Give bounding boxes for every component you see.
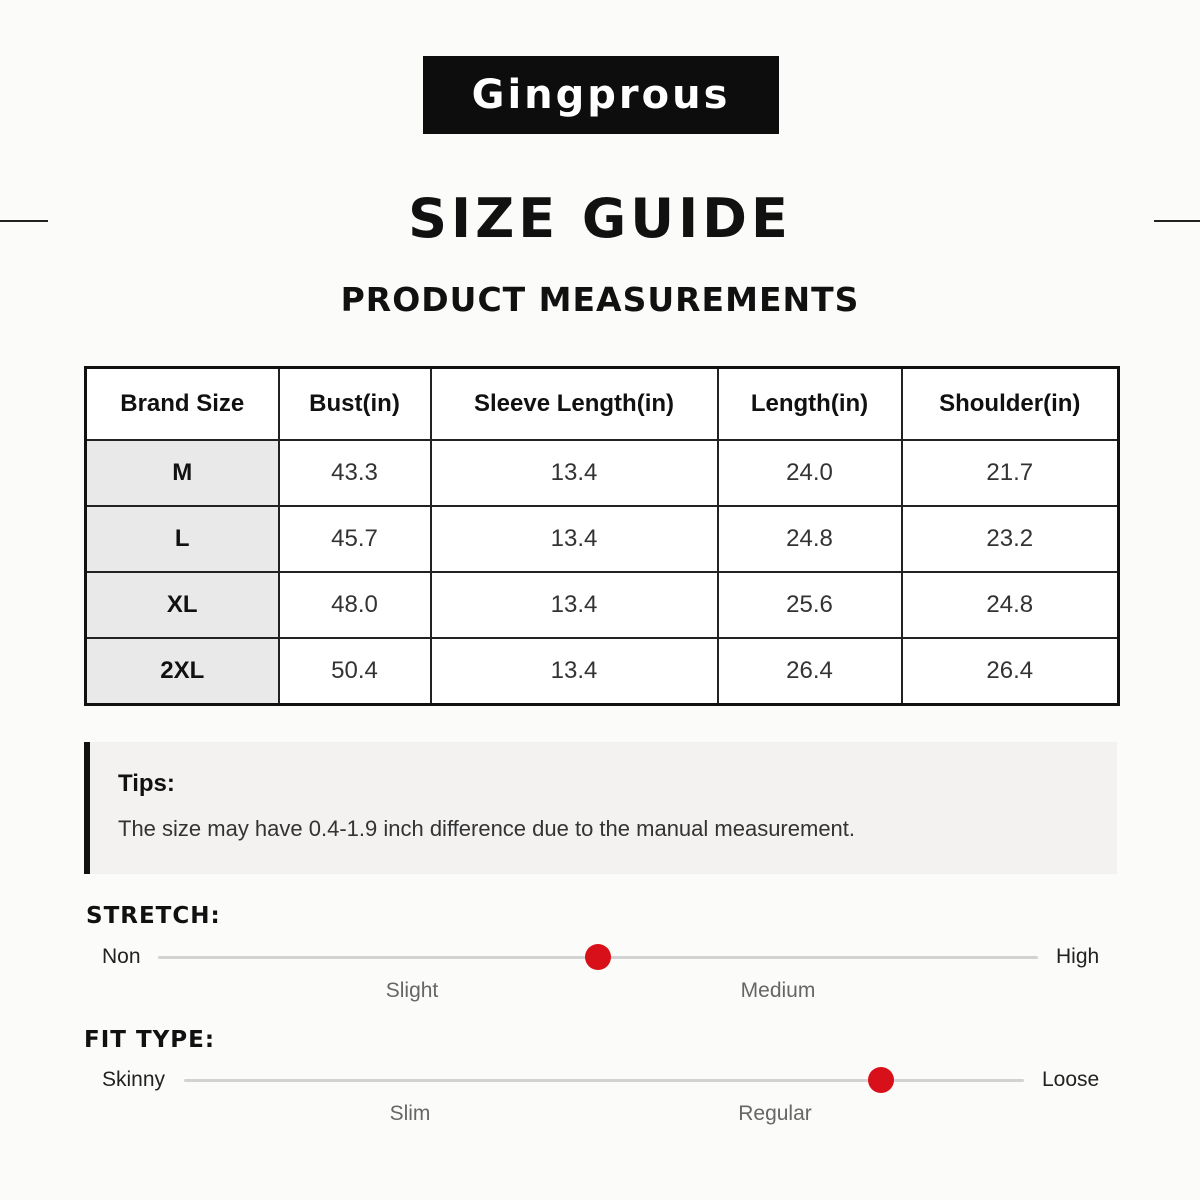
table-cell: 13.4 [431, 506, 718, 572]
size-table [84, 366, 1120, 706]
stretch-mid-label: Medium [740, 979, 816, 1002]
brand-name: Gingprous [471, 72, 731, 118]
fit-type-max-label: Loose [1042, 1068, 1100, 1091]
table-cell: 21.7 [902, 440, 1119, 506]
tips-title: Tips: [118, 770, 175, 797]
table-cell: 50.4 [279, 638, 431, 705]
table-cell: 13.4 [431, 440, 718, 506]
table-cell: 26.4 [718, 638, 902, 705]
table-header-row [86, 368, 1119, 441]
column-header: Bust(in) [279, 368, 431, 441]
table-row [86, 440, 1119, 506]
tips-text: The size may have 0.4-1.9 inch difference due to the manual measurement. [118, 816, 856, 841]
size-label-cell: 2XL [86, 638, 279, 705]
brand-logo [423, 56, 779, 134]
table-cell: 24.8 [902, 572, 1119, 638]
stretch-mid-label: Slight [385, 979, 439, 1002]
tips-box [84, 742, 1117, 874]
fit-type-mid-label: Regular [738, 1102, 812, 1125]
size-label-cell: XL [86, 572, 279, 638]
column-header: Sleeve Length(in) [431, 368, 718, 441]
stretch-max-label: High [1056, 945, 1100, 968]
fit-type-title: FIT TYPE: [84, 1027, 216, 1053]
fit-type-min-label: Skinny [102, 1068, 166, 1091]
table-row [86, 638, 1119, 705]
column-header: Length(in) [718, 368, 902, 441]
fit-type-mid-label: Slim [389, 1102, 431, 1125]
table-cell: 24.8 [718, 506, 902, 572]
table-cell: 26.4 [902, 638, 1119, 705]
table-cell: 43.3 [279, 440, 431, 506]
page-title: SIZE GUIDE [408, 187, 792, 250]
stretch-min-label: Non [102, 945, 141, 968]
fit-type-level-marker [868, 1067, 894, 1093]
table-cell: 23.2 [902, 506, 1119, 572]
table-cell: 25.6 [718, 572, 902, 638]
stretch-title: STRETCH: [86, 903, 221, 929]
table-cell: 48.0 [279, 572, 431, 638]
size-label-cell: M [86, 440, 279, 506]
size-label-cell: L [86, 506, 279, 572]
table-cell: 13.4 [431, 638, 718, 705]
table-row [86, 572, 1119, 638]
column-header: Shoulder(in) [902, 368, 1119, 441]
column-header: Brand Size [86, 368, 279, 441]
page-subtitle: PRODUCT MEASUREMENTS [340, 280, 860, 319]
table-cell: 24.0 [718, 440, 902, 506]
table-row [86, 506, 1119, 572]
table-cell: 45.7 [279, 506, 431, 572]
stretch-level-marker [585, 944, 611, 970]
fit-type-scale-track [184, 1079, 1024, 1082]
table-cell: 13.4 [431, 572, 718, 638]
